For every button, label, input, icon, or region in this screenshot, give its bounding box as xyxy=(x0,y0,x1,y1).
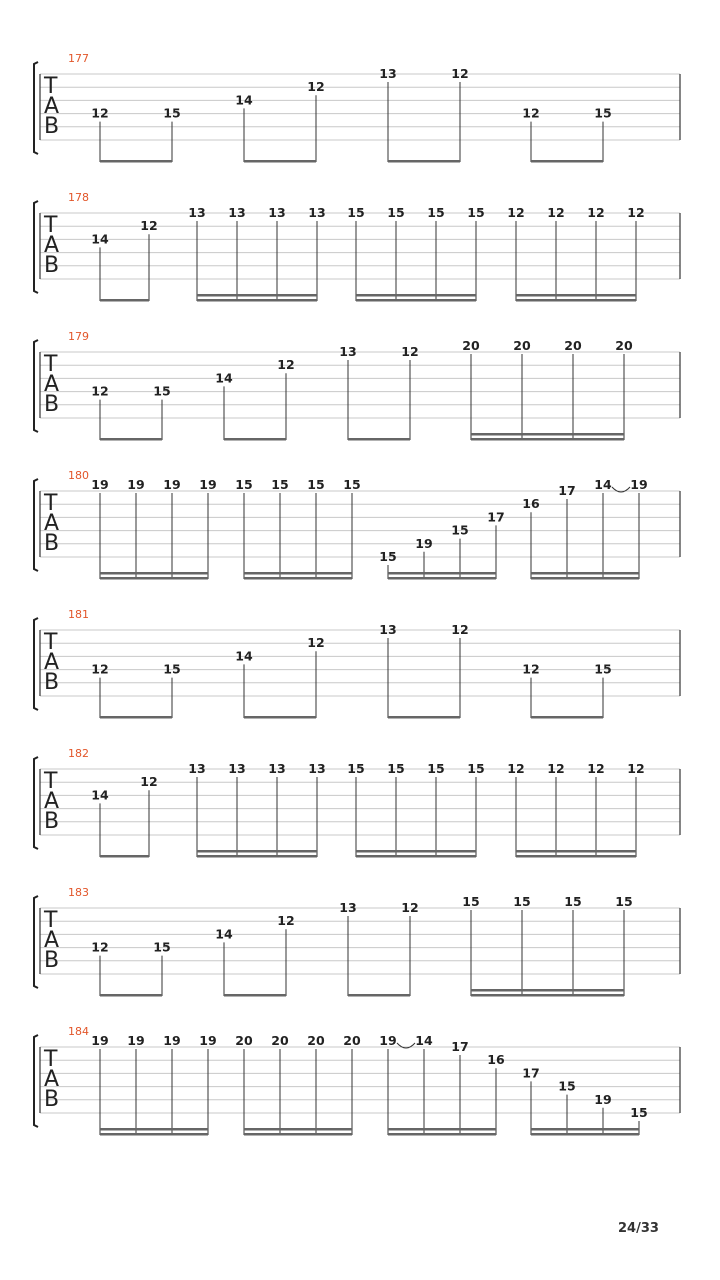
beam-secondary xyxy=(244,572,352,575)
fret-number: 12 xyxy=(140,218,158,234)
fret-number: 15 xyxy=(347,205,365,220)
beam xyxy=(531,160,603,163)
fret-number: 13 xyxy=(308,761,326,776)
tab-clef-letter: B xyxy=(44,392,60,417)
fret-number: 12 xyxy=(91,105,109,121)
tab-clef-letter: A xyxy=(44,928,60,953)
fret-number: 19 xyxy=(91,477,109,492)
system-bracket xyxy=(34,1035,38,1127)
fret-number: 13 xyxy=(228,205,246,220)
fret-number: 14 xyxy=(215,370,233,386)
fret-number: 15 xyxy=(343,477,361,492)
tab-clef-letter: A xyxy=(44,372,60,397)
beam xyxy=(531,716,603,719)
fret-number: 19 xyxy=(199,1033,217,1048)
fret-number: 15 xyxy=(513,894,531,909)
fret-number: 13 xyxy=(379,66,397,81)
beam xyxy=(100,160,172,163)
beam xyxy=(388,716,460,719)
fret-number: 12 xyxy=(507,205,525,220)
beam-secondary xyxy=(531,572,639,575)
beam-secondary xyxy=(197,850,317,853)
fret-number: 12 xyxy=(277,913,295,929)
system-bracket xyxy=(34,896,38,988)
fret-number: 15 xyxy=(558,1078,576,1094)
tab-clef-letter: A xyxy=(44,650,60,675)
beam-secondary xyxy=(356,850,476,853)
bar-number: 183 xyxy=(68,886,89,899)
beam-secondary xyxy=(388,572,496,575)
fret-number: 12 xyxy=(627,205,645,220)
fret-number: 20 xyxy=(564,338,582,353)
fret-number: 13 xyxy=(268,205,286,220)
fret-number: 14 xyxy=(91,787,109,803)
tab-clef-letter: T xyxy=(44,491,58,516)
fret-number: 13 xyxy=(308,205,326,220)
tab-clef-letter: B xyxy=(44,809,60,834)
fret-number: 12 xyxy=(140,774,158,790)
fret-number: 19 xyxy=(199,477,217,492)
fret-number: 15 xyxy=(615,894,633,909)
tab-clef-letter: B xyxy=(44,114,60,139)
fret-number: 19 xyxy=(415,535,433,551)
fret-number: 20 xyxy=(271,1033,289,1048)
fret-number: 12 xyxy=(587,761,605,776)
fret-number: 12 xyxy=(91,383,109,399)
beam-secondary xyxy=(388,1128,496,1131)
fret-number: 14 xyxy=(235,648,253,664)
fret-number: 19 xyxy=(379,1033,397,1048)
fret-number: 15 xyxy=(427,761,445,776)
beam xyxy=(471,438,624,441)
page-number: 24/33 xyxy=(618,1221,659,1236)
fret-number: 12 xyxy=(307,635,325,651)
fret-number: 15 xyxy=(467,761,485,776)
bar-number: 184 xyxy=(68,1025,89,1038)
tab-clef-letter: B xyxy=(44,948,60,973)
beam xyxy=(516,855,636,858)
fret-number: 15 xyxy=(271,477,289,492)
beam xyxy=(244,716,316,719)
fret-number: 15 xyxy=(347,761,365,776)
fret-number: 19 xyxy=(127,1033,145,1048)
bar-number: 182 xyxy=(68,747,89,760)
bar-number: 178 xyxy=(68,191,89,204)
beam xyxy=(100,577,208,580)
fret-number: 20 xyxy=(615,338,633,353)
beam xyxy=(244,577,352,580)
fret-number: 15 xyxy=(163,661,181,677)
beam-secondary xyxy=(100,1128,208,1131)
fret-number: 12 xyxy=(547,761,565,776)
tab-clef-letter: T xyxy=(44,352,58,377)
fret-number: 14 xyxy=(415,1033,433,1048)
fret-number: 20 xyxy=(513,338,531,353)
tab-clef-letter: T xyxy=(44,769,58,794)
fret-number: 12 xyxy=(91,661,109,677)
fret-number: 16 xyxy=(522,496,540,512)
beam-secondary xyxy=(531,1128,639,1131)
fret-number: 16 xyxy=(487,1052,505,1068)
beam-secondary xyxy=(471,433,624,436)
fret-number: 12 xyxy=(547,205,565,220)
beam-secondary xyxy=(516,850,636,853)
fret-number: 15 xyxy=(387,205,405,220)
fret-number: 12 xyxy=(401,900,419,915)
beam-secondary xyxy=(197,294,317,297)
beam-secondary xyxy=(356,294,476,297)
fret-number: 15 xyxy=(594,105,612,121)
fret-number: 15 xyxy=(153,383,171,399)
fret-number: 15 xyxy=(163,105,181,121)
fret-number: 12 xyxy=(522,661,540,677)
beam xyxy=(388,160,460,163)
fret-number: 12 xyxy=(627,761,645,776)
beam xyxy=(100,716,172,719)
fret-number: 15 xyxy=(153,939,171,955)
fret-number: 12 xyxy=(507,761,525,776)
fret-number: 13 xyxy=(268,761,286,776)
beam xyxy=(388,577,496,580)
fret-number: 12 xyxy=(307,79,325,95)
fret-number: 12 xyxy=(91,939,109,955)
beam xyxy=(348,438,410,441)
beam xyxy=(356,855,476,858)
beam xyxy=(224,994,286,997)
fret-number: 14 xyxy=(215,926,233,942)
fret-number: 17 xyxy=(522,1065,540,1081)
fret-number: 20 xyxy=(462,338,480,353)
tab-clef-letter: A xyxy=(44,511,60,536)
beam-secondary xyxy=(471,989,624,992)
system-bracket xyxy=(34,340,38,432)
fret-number: 15 xyxy=(630,1105,648,1120)
fret-number: 15 xyxy=(564,894,582,909)
beam xyxy=(100,1133,208,1136)
beam xyxy=(100,438,162,441)
fret-number: 13 xyxy=(228,761,246,776)
beam-secondary xyxy=(516,294,636,297)
fret-number: 15 xyxy=(387,761,405,776)
tab-clef-letter: T xyxy=(44,74,58,99)
fret-number: 20 xyxy=(307,1033,325,1048)
fret-number: 19 xyxy=(630,477,648,492)
fret-number: 13 xyxy=(339,900,357,915)
fret-number: 13 xyxy=(379,622,397,637)
fret-number: 19 xyxy=(163,477,181,492)
system-bracket xyxy=(34,62,38,154)
tab-clef-letter: T xyxy=(44,1047,58,1072)
fret-number: 15 xyxy=(462,894,480,909)
bar-number: 180 xyxy=(68,469,89,482)
tab-clef-letter: B xyxy=(44,253,60,278)
tab-clef-letter: A xyxy=(44,94,60,119)
fret-number: 12 xyxy=(277,357,295,373)
beam xyxy=(197,855,317,858)
fret-number: 15 xyxy=(594,661,612,677)
beam xyxy=(348,994,410,997)
beam xyxy=(531,577,639,580)
fret-number: 19 xyxy=(594,1091,612,1107)
beam xyxy=(100,855,149,858)
fret-number: 19 xyxy=(127,477,145,492)
tab-clef-letter: T xyxy=(44,213,58,238)
beam-secondary xyxy=(100,572,208,575)
bar-number: 177 xyxy=(68,52,89,65)
beam-secondary xyxy=(244,1128,352,1131)
fret-number: 20 xyxy=(343,1033,361,1048)
fret-number: 15 xyxy=(235,477,253,492)
fret-number: 14 xyxy=(91,231,109,247)
fret-number: 13 xyxy=(188,761,206,776)
fret-number: 15 xyxy=(427,205,445,220)
fret-number: 15 xyxy=(379,549,397,564)
tab-clef-letter: A xyxy=(44,1067,60,1092)
beam xyxy=(516,299,636,302)
beam xyxy=(471,994,624,997)
fret-number: 15 xyxy=(451,522,469,538)
fret-number: 14 xyxy=(594,477,612,492)
fret-number: 12 xyxy=(587,205,605,220)
tab-clef-letter: B xyxy=(44,670,60,695)
beam xyxy=(388,1133,496,1136)
system-bracket xyxy=(34,757,38,849)
fret-number: 20 xyxy=(235,1033,253,1048)
fret-number: 12 xyxy=(451,66,469,81)
fret-number: 15 xyxy=(467,205,485,220)
tab-clef-letter: A xyxy=(44,233,60,258)
beam xyxy=(197,299,317,302)
fret-number: 14 xyxy=(235,92,253,108)
beam xyxy=(244,160,316,163)
fret-number: 17 xyxy=(558,483,576,498)
system-bracket xyxy=(34,618,38,710)
beam xyxy=(531,1133,639,1136)
fret-number: 17 xyxy=(451,1039,469,1054)
beam xyxy=(244,1133,352,1136)
fret-number: 13 xyxy=(188,205,206,220)
bar-number: 181 xyxy=(68,608,89,621)
tab-clef-letter: T xyxy=(44,908,58,933)
system-bracket xyxy=(34,479,38,571)
fret-number: 15 xyxy=(307,477,325,492)
bar-number: 179 xyxy=(68,330,89,343)
beam xyxy=(100,299,149,302)
tab-clef-letter: A xyxy=(44,789,60,814)
tab-clef-letter: B xyxy=(44,531,60,556)
fret-number: 12 xyxy=(522,105,540,121)
fret-number: 12 xyxy=(401,344,419,359)
tab-clef-letter: B xyxy=(44,1087,60,1112)
beam xyxy=(356,299,476,302)
fret-number: 17 xyxy=(487,509,505,525)
fret-number: 13 xyxy=(339,344,357,359)
tab-clef-letter: T xyxy=(44,630,58,655)
fret-number: 12 xyxy=(451,622,469,637)
fret-number: 19 xyxy=(163,1033,181,1048)
system-bracket xyxy=(34,201,38,293)
fret-number: 19 xyxy=(91,1033,109,1048)
beam xyxy=(100,994,162,997)
beam xyxy=(224,438,286,441)
